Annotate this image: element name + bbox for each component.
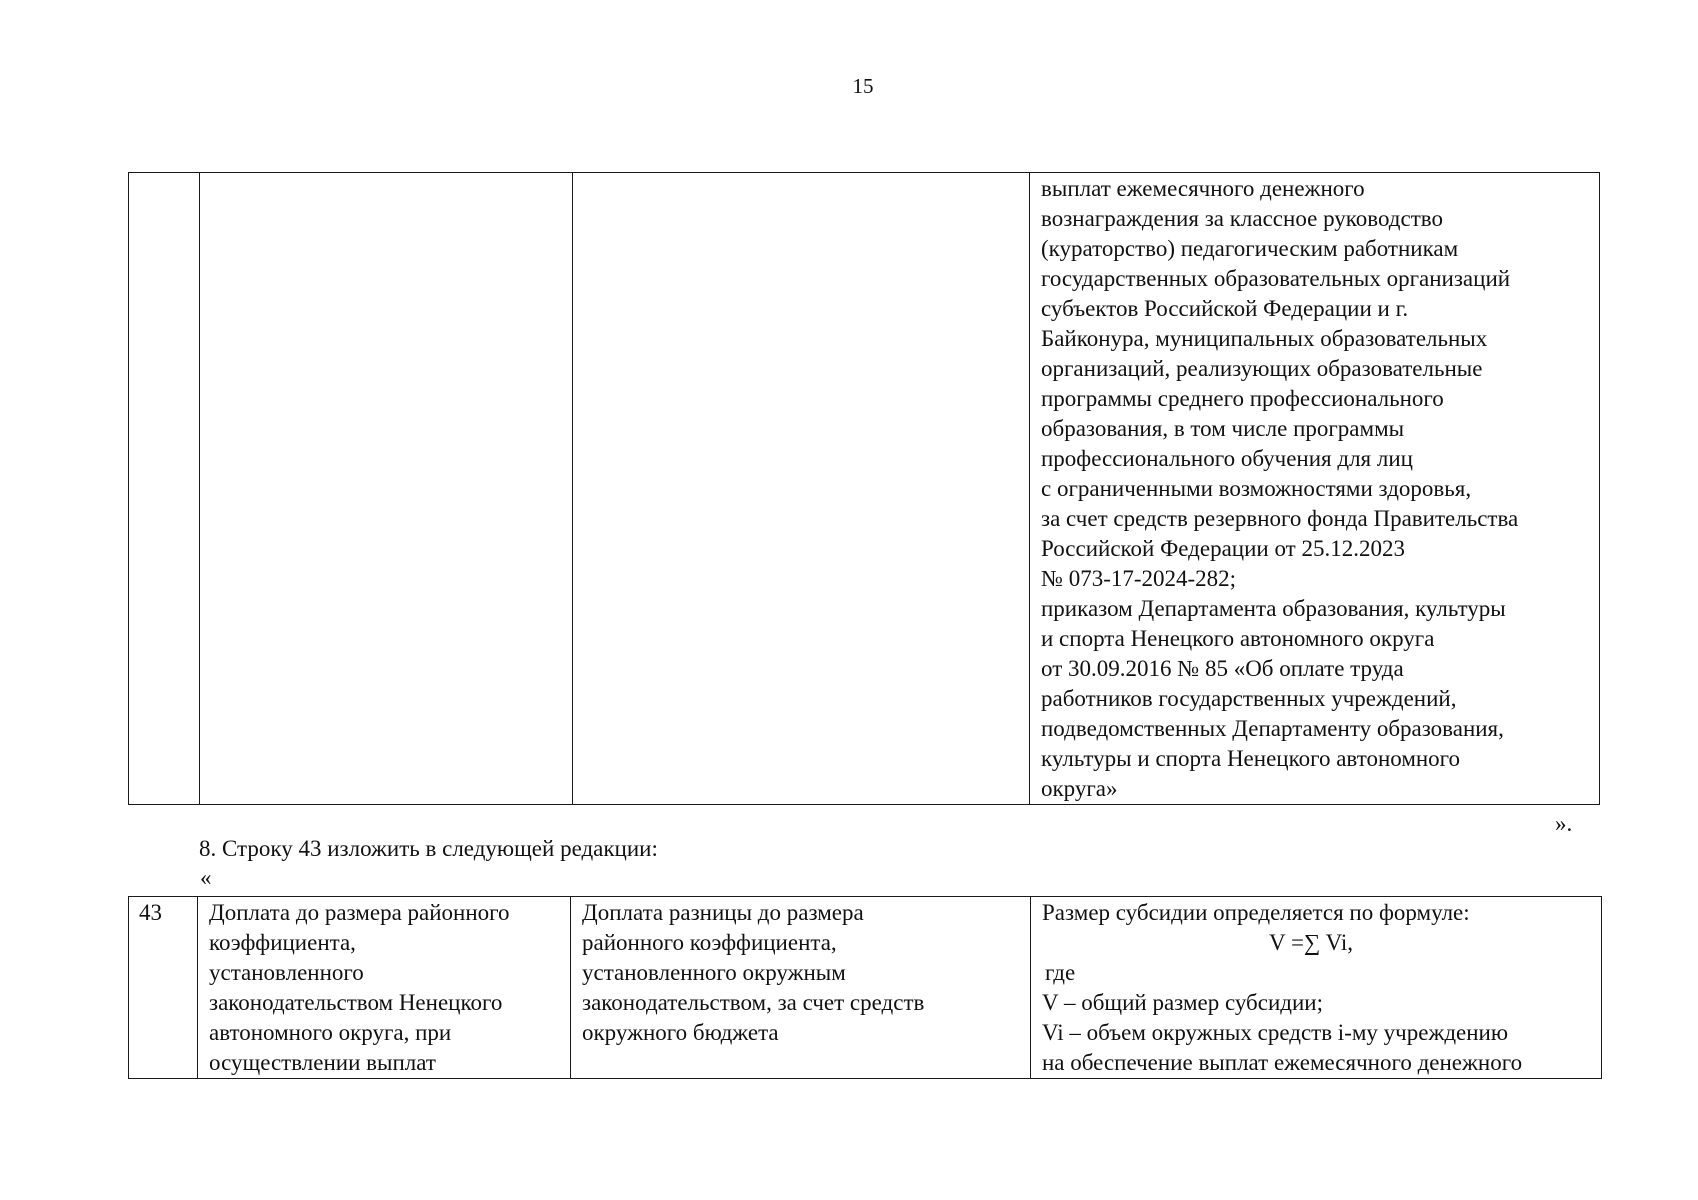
payment-description xyxy=(571,897,1030,1048)
text-line: образования, в том числе программы xyxy=(1041,416,1405,441)
formula: V =∑ Vi, xyxy=(1269,930,1354,955)
text-line: округа» xyxy=(1041,776,1118,801)
text-line: (кураторство) педагогическим работникам xyxy=(1041,236,1459,261)
cell-description xyxy=(571,897,1031,1079)
amendment-paragraph: 8. Строку 43 изложить в следующей редакции: xyxy=(199,836,658,861)
text-line: работников государственных учреждений, xyxy=(1041,686,1457,711)
cell-legal-basis xyxy=(1030,173,1600,805)
text-line: государственных образовательных организаций xyxy=(1041,266,1511,291)
text-line: № 073-17-2024-282; xyxy=(1041,566,1237,591)
table-row xyxy=(129,897,1602,1079)
cell-formula xyxy=(1031,897,1602,1079)
cell-number xyxy=(129,173,200,805)
text-line: Байконура, муниципальных образовательных xyxy=(1041,326,1488,351)
payment-name xyxy=(198,897,570,1078)
subsidy-formula-text xyxy=(1031,897,1601,1078)
text-line: Доплата до размера районного xyxy=(209,900,510,925)
row-number: 43 xyxy=(139,900,162,925)
page-number: 15 xyxy=(852,74,874,98)
definition-vi: Vi – объем окружных средств i-му учреждению xyxy=(1042,1020,1509,1045)
text-line: от 30.09.2016 № 85 «Об оплате труда xyxy=(1041,656,1404,681)
text-line: Российской Федерации от 25.12.2023 xyxy=(1041,536,1405,561)
text-line: осуществлении выплат xyxy=(209,1050,436,1075)
text-line: и спорта Ненецкого автономного округа xyxy=(1041,626,1435,651)
table-row xyxy=(129,173,1600,805)
text-line: установленного xyxy=(209,960,364,985)
text-line: субъектов Российской Федерации и г. xyxy=(1041,296,1409,321)
text-line: с ограниченными возможностями здоровья, xyxy=(1041,476,1472,501)
text-line: законодательством, за счет средств xyxy=(582,990,925,1015)
where-label: где xyxy=(1045,960,1076,985)
text-line: вознаграждения за классное руководство xyxy=(1041,206,1443,231)
text-line: районного коэффициента, xyxy=(582,930,837,955)
text-line: установленного окружным xyxy=(582,960,846,985)
closing-quote: ». xyxy=(1555,811,1573,836)
opening-quote: « xyxy=(200,865,212,890)
formula-intro: Размер субсидии определяется по формуле: xyxy=(1042,900,1470,925)
text-line: автономного округа, при xyxy=(209,1020,452,1045)
text-line: Доплата разницы до размера xyxy=(582,900,864,925)
legal-basis-text xyxy=(1030,173,1599,804)
text-line: выплат ежемесячного денежного xyxy=(1041,176,1365,201)
continuation-table xyxy=(128,172,1600,805)
text-line: культуры и спорта Ненецкого автономного xyxy=(1041,746,1461,771)
text-line: за счет средств резервного фонда Правительства xyxy=(1041,506,1519,531)
cell-description xyxy=(573,173,1030,805)
text-line: коэффициента, xyxy=(209,930,356,955)
text-line: организаций, реализующих образовательные xyxy=(1041,356,1483,381)
row-43-table xyxy=(128,896,1602,1079)
cell-number xyxy=(129,897,198,1079)
text-line: законодательством Ненецкого xyxy=(209,990,503,1015)
text-line: профессионального обучения для лиц xyxy=(1041,446,1413,471)
cell-name xyxy=(200,173,573,805)
text-line: приказом Департамента образования, культуры xyxy=(1041,596,1506,621)
text-line: подведомственных Департаменту образования, xyxy=(1041,716,1504,741)
text-line: на обеспечение выплат ежемесячного денежного xyxy=(1042,1050,1523,1075)
definition-v: V – общий размер субсидии; xyxy=(1042,990,1323,1015)
text-line: окружного бюджета xyxy=(582,1020,779,1045)
text-line: программы среднего профессионального xyxy=(1041,386,1444,411)
cell-name xyxy=(198,897,571,1079)
